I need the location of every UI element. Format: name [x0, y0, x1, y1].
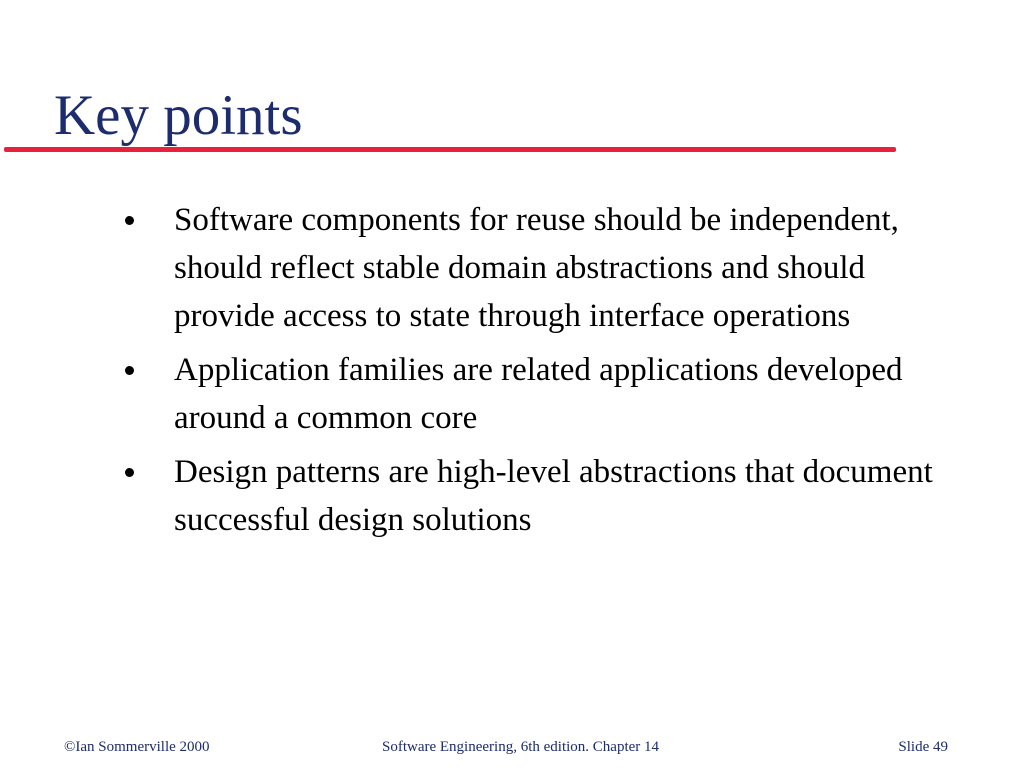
bullet-item: [120, 346, 960, 442]
bullet-item: [120, 448, 960, 544]
footer-copyright: ©Ian Sommerville 2000: [64, 739, 210, 755]
bullet-item: [120, 196, 960, 340]
bullet-dot-icon: [125, 468, 134, 477]
title-underline-rule: [4, 147, 896, 152]
bullet-dot-icon: [125, 366, 134, 375]
footer-slide-number: Slide 49: [898, 739, 948, 755]
slide-title: Key points: [54, 84, 303, 147]
bullet-text: Application families are related applications developed around a common core: [174, 352, 903, 436]
bullet-list: [120, 196, 960, 550]
bullet-text: Design patterns are high-level abstractions that document successful design solutions: [174, 454, 933, 538]
bullet-text: Software components for reuse should be independent, should reflect stable domain abstractions and should provide access to state through interface operations: [174, 202, 899, 334]
footer-book-title: Software Engineering, 6th edition. Chapter 14: [382, 739, 660, 755]
bullet-dot-icon: [125, 216, 134, 225]
